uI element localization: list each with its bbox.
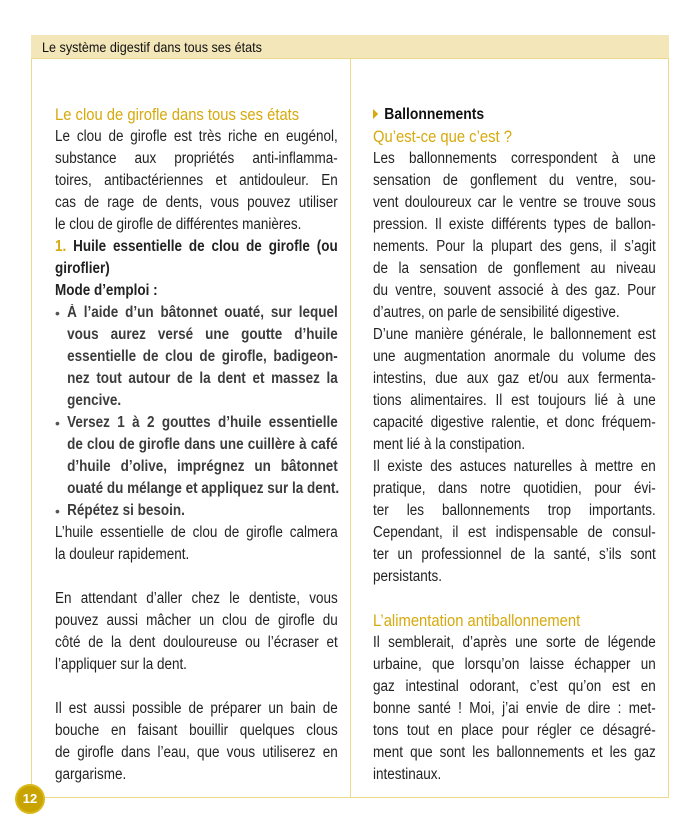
section-heading	[373, 104, 656, 126]
line-text: urbaine, que lorsqu’on laisse échapper un	[373, 656, 656, 673]
line-text: D’une manière générale, le ballonnement est	[373, 326, 656, 343]
paragraph	[373, 456, 656, 588]
text-line	[55, 654, 338, 676]
line-text: nements. Pour la plupart des gens, il s’agit	[373, 238, 656, 255]
text-line	[55, 368, 338, 390]
instructions-label	[55, 280, 338, 302]
line-text: Qu’est-ce que c’est ?	[373, 127, 512, 146]
text-line	[373, 104, 656, 126]
text-line	[373, 192, 656, 214]
text-line	[373, 324, 656, 346]
line-text: pression. Il existe différents types de ballon-	[373, 216, 656, 233]
paragraph	[55, 698, 338, 786]
line-text: ment que sont les ballonnements et les gaz	[373, 744, 656, 761]
right-column	[373, 104, 656, 786]
text-line	[373, 280, 656, 302]
line-text: vent douloureux car le ventre se trouve sous	[373, 194, 656, 211]
line-text: intestinaux.	[373, 766, 442, 783]
paragraph	[55, 126, 338, 236]
line-text: giroflier)	[55, 260, 110, 277]
text-line	[373, 676, 656, 698]
text-line	[373, 544, 656, 566]
text-line	[373, 126, 656, 148]
bullet-item	[55, 500, 338, 522]
line-text: persistants.	[373, 568, 442, 585]
line-text: En attendant d’aller chez le dentiste, vous	[55, 590, 338, 607]
line-text: sensation de gonflement du ventre, sou-	[373, 172, 656, 189]
text-line	[373, 720, 656, 742]
text-line	[373, 170, 656, 192]
line-text: Mode d’emploi :	[55, 282, 158, 299]
line-text: de la sensation de gonflement au niveau	[373, 260, 656, 277]
triangle-bullet-icon	[373, 109, 378, 119]
paragraph	[55, 588, 338, 676]
text-line	[55, 544, 338, 566]
text-line	[55, 214, 338, 236]
text-line	[55, 126, 338, 148]
text-line	[373, 610, 656, 632]
line-text: Ballonnements	[384, 106, 485, 123]
text-line	[373, 368, 656, 390]
line-text: Répétez si besoin.	[67, 502, 185, 519]
text-line	[55, 104, 338, 126]
text-line	[55, 500, 338, 522]
bullet-item	[55, 302, 338, 412]
line-text: Il existe des astuces naturelles à mettre en	[373, 458, 656, 475]
line-text: Il semblerait, d’après une sorte de légende	[373, 634, 656, 651]
spacer	[55, 566, 338, 588]
left-column	[55, 104, 338, 786]
line-text: de girofle dans l’eau, que vous utiliserez en	[55, 744, 338, 761]
line-text: tions alimentaires. Il est toujours lié à une	[373, 392, 656, 409]
text-line	[55, 434, 338, 456]
text-line	[55, 588, 338, 610]
line-text: pratique, dans notre quotidien, pour évi-	[373, 480, 656, 497]
spacer	[373, 588, 656, 610]
line-text: gencive.	[67, 392, 122, 409]
text-line	[55, 324, 338, 346]
text-line	[373, 654, 656, 676]
line-text: Il est aussi possible de préparer un bain de	[55, 700, 338, 717]
text-line	[55, 148, 338, 170]
line-text: ouaté du mélange et appliquez sur la dent.	[67, 480, 340, 497]
text-line	[373, 434, 656, 456]
text-line	[373, 214, 656, 236]
spacer	[55, 676, 338, 698]
line-text: bonne santé ! Moi, j’ai envie de dire : met-	[373, 700, 656, 717]
text-line	[373, 742, 656, 764]
bullet-icon: •	[55, 415, 60, 431]
line-text: du ventre, souvent associé à des gaz. Pour	[373, 282, 656, 299]
text-line	[55, 280, 338, 302]
line-text: gaz intestinal odorant, c’est qu’on est en	[373, 678, 656, 695]
text-line	[55, 522, 338, 544]
text-line	[55, 258, 338, 280]
section-title	[55, 104, 338, 126]
text-line	[55, 170, 338, 192]
text-line	[373, 346, 656, 368]
text-line	[55, 390, 338, 412]
text-line	[55, 610, 338, 632]
line-text: bouche en faisant bouillir quelques clous	[55, 722, 338, 739]
text-line	[373, 456, 656, 478]
text-line	[373, 478, 656, 500]
line-text: ment lié à la constipation.	[373, 436, 526, 453]
text-line	[373, 258, 656, 280]
text-line	[373, 566, 656, 588]
bullet-item	[55, 412, 338, 500]
text-line	[55, 412, 338, 434]
text-line	[373, 412, 656, 434]
paragraph	[373, 148, 656, 324]
line-text: capacité digestive ralentie, et donc fréquem-	[373, 414, 656, 431]
line-text: d’autres, on parle de sensibilité digestive.	[373, 304, 620, 321]
text-line	[55, 456, 338, 478]
line-text: L’huile essentielle de clou de girofle calmera	[55, 524, 338, 541]
paragraph	[373, 324, 656, 456]
text-line	[373, 500, 656, 522]
paragraph	[55, 522, 338, 566]
line-text: Cependant, il est indispensable de consul-	[373, 524, 656, 541]
line-text: toires, antibactériennes et antidouleur. En	[55, 172, 338, 189]
heading-number: 1.	[55, 238, 67, 255]
text-line	[55, 720, 338, 742]
line-text: Versez 1 à 2 gouttes d’huile essentielle	[67, 414, 338, 431]
line-text: tons tout en place pour régler ce désagré-	[373, 722, 656, 739]
text-line	[373, 302, 656, 324]
line-text: la douleur rapidement.	[55, 546, 190, 563]
line-text: d’huile d’olive, imprégnez un bâtonnet	[67, 458, 338, 475]
paragraph	[373, 632, 656, 786]
subsection-title	[373, 610, 656, 632]
line-text: Les ballonnements correspondent à une	[373, 150, 656, 167]
line-text: nez tout autour de la dent et massez la	[67, 370, 338, 387]
text-line	[55, 698, 338, 720]
text-line	[373, 236, 656, 258]
text-line	[55, 302, 338, 324]
line-text: Le clou de girofle dans tous ses états	[55, 105, 300, 124]
running-header	[31, 35, 669, 59]
line-text: substance aux propriétés anti-inflamma-	[55, 150, 338, 167]
line-text: vous aurez versé une goutte d’huile	[67, 326, 338, 343]
text-line	[373, 764, 656, 786]
text-line	[373, 632, 656, 654]
bullet-icon: •	[55, 503, 60, 519]
line-text: intestins, due aux gaz et/ou aux fermenta-	[373, 370, 656, 387]
subsection-title	[373, 126, 656, 148]
text-line	[373, 698, 656, 720]
text-line	[55, 632, 338, 654]
line-text: l’appliquer sur la dent.	[55, 656, 187, 673]
text-line	[55, 764, 338, 786]
numbered-heading	[55, 236, 338, 280]
line-text: pouvez aussi mâcher un clou de girofle du	[55, 612, 338, 629]
text-line	[55, 192, 338, 214]
line-text: ter les ballonnements trop importants.	[373, 502, 656, 519]
text-line	[373, 390, 656, 412]
line-text: cas de rage de dents, vous pouvez utiliser	[55, 194, 338, 211]
line-text: une augmentation anormale du volume des	[373, 348, 656, 365]
line-text: Huile essentielle de clou de girofle (ou	[73, 238, 338, 255]
line-text: gargarisme.	[55, 766, 127, 783]
line-text: de clou de girofle dans une cuillère à café	[67, 436, 338, 453]
page-number-badge: 12	[17, 786, 43, 812]
line-text: ter un professionnel de la santé, s’ils sont	[373, 546, 656, 563]
line-text: essentielle de clou de girofle, badigeon-	[67, 348, 338, 365]
text-line	[55, 478, 338, 500]
text-line	[55, 742, 338, 764]
line-text: Le clou de girofle est très riche en eugénol,	[55, 128, 338, 145]
text-line	[55, 346, 338, 368]
line-text: côté de la dent douloureuse ou l’écraser et	[55, 634, 338, 651]
line-text: À l’aide d’un bâtonnet ouaté, sur lequel	[67, 304, 338, 321]
running-header-title: Le système digestif dans tous ses états	[42, 39, 262, 55]
column-divider	[350, 58, 351, 798]
line-text: L’alimentation antiballonnement	[373, 611, 581, 630]
bullet-icon: •	[55, 305, 60, 321]
line-text: le clou de girofle de différentes manières.	[55, 216, 302, 233]
text-line	[373, 148, 656, 170]
text-line	[55, 236, 338, 258]
text-line	[373, 522, 656, 544]
